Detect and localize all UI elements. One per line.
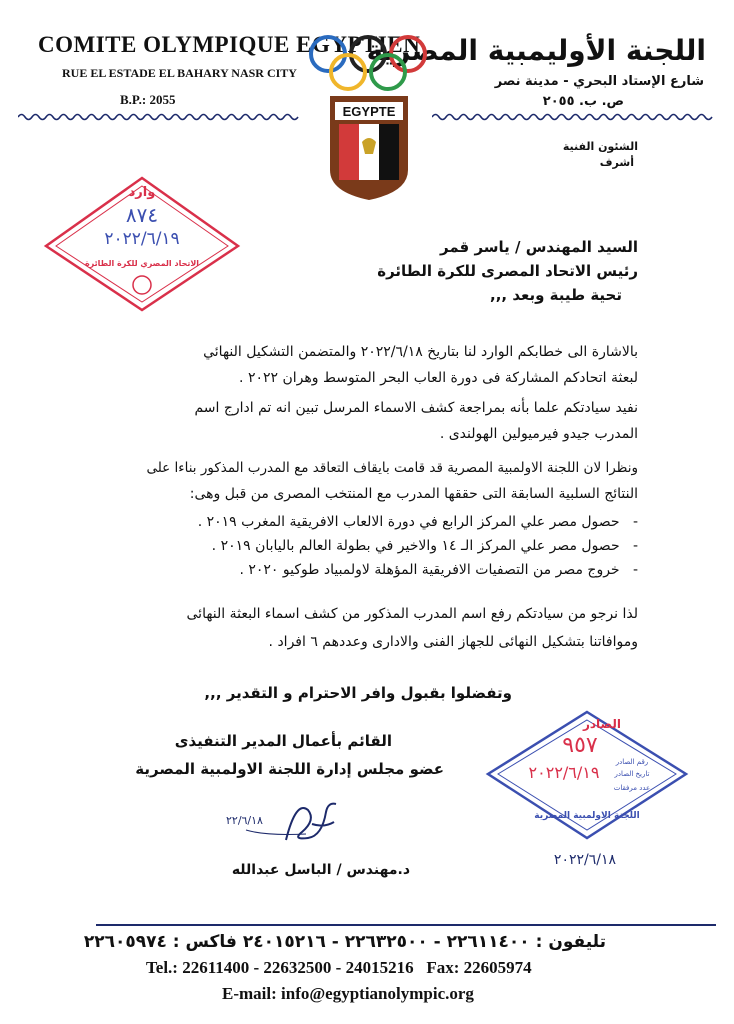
bullet-item: - حصول مصر علي المركز الرابع في دورة الالعاب الافريقية المغرب ٢٠١٩ . [197, 514, 638, 530]
signer-title: القائم بأعمال المدير التنفيذى [174, 732, 392, 750]
body-line: بالاشارة الى خطابكم الوارد لنا بتاريخ ٢٠٢٢/٦/١٨ والمتضمن التشكيل النهائي [203, 344, 638, 360]
ring-green-icon [371, 55, 405, 89]
recipient-title: رئيس الاتحاد المصرى للكرة الطائرة [377, 262, 638, 280]
footer-divider [96, 924, 716, 926]
ring-black-icon [351, 37, 385, 71]
outgoing-stamp-number-label: رقم الصادر [615, 758, 649, 766]
request-line: لذا نرجو من سيادتكم رفع اسم المدرب المذكور من كشف اسماء البعثة النهائى [186, 606, 638, 622]
signer-name: د.مهندس / الباسل عبدالله [231, 862, 410, 878]
incoming-stamp-org: الاتحاد المصري للكرة الطائرة [84, 259, 200, 268]
header-ar-address: شارع الإستاد البحري - مدينة نصر [494, 74, 704, 89]
footer-ar-phones: تليفون : ٢٢٦١١٤٠٠ - ٢٢٦٣٢٥٠٠ - ٢٤٠١٥٢١٦ فاكس : ٢٢٦٠٥٩٧٤ [83, 932, 606, 952]
header-ar-bp: ص. ب. ٢٠٥٥ [542, 94, 624, 109]
outgoing-stamp-number: ٩٥٧ [562, 733, 598, 758]
body-line: لبعثة اتحادكم المشاركة فى دورة العاب البحر المتوسط وهران ٢٠٢٢ . [239, 370, 638, 386]
bullet-item: - خروج مصر من التصفيات الافريقية المؤهلة لاولمبياد طوكيو ٢٠٢٠ . [239, 562, 638, 578]
outgoing-stamp-attachments: عدد مرفقات [613, 784, 651, 792]
footer-email: E-mail: info@egyptianolympic.org [222, 984, 474, 1003]
header-fr-title: COMITE OLYMPIQUE EGYPTIEN [38, 32, 421, 57]
incoming-stamp-number: ٨٧٤ [125, 203, 159, 227]
recipient-name: السيد المهندس / ياسر قمر [440, 238, 638, 256]
ring-yellow-icon [331, 55, 365, 89]
outgoing-stamp-title: الصادر [582, 717, 622, 731]
greeting: تحية طيبة وبعد ,,, [490, 286, 622, 304]
header-wave-left [18, 112, 300, 122]
ring-blue-icon [311, 37, 345, 71]
outgoing-stamp-date-label: تاريخ الصادر [614, 770, 650, 778]
request-line: وموافاتنا بتشكيل النهائى للجهاز الفنى والادارى وعددهم ٦ افراد . [268, 634, 638, 650]
header-ar-title: اللجنة الأوليمبية المصرية [366, 34, 706, 67]
signature [226, 790, 386, 852]
department-initials: أشرف [599, 156, 634, 169]
bullet-item: - حصول مصر علي المركز الـ ١٤ والاخير في بطولة العالم باليابان ٢٠١٩ . [211, 538, 638, 554]
signer-org: عضو مجلس إدارة اللجنة الاولمبية المصرية [135, 760, 444, 778]
olympic-logo [304, 30, 434, 202]
header-wave-right [432, 112, 714, 122]
body-line: ونظرا لان اللجنة الاولمبية المصرية قد قامت بايقاف التعاقد مع المدرب المذكور بناءا على [146, 460, 638, 476]
incoming-stamp [40, 170, 245, 315]
incoming-stamp-title: وارد [128, 185, 156, 200]
incoming-stamp-date: ٢٠٢٢/٦/١٩ [104, 229, 180, 249]
header-fr-address: RUE EL ESTADE EL BAHARY NASR CITY [62, 66, 297, 80]
logo-egypte-label: EGYPTE [342, 104, 396, 119]
body-line: المدرب جيدو فيرميولين الهولندى . [439, 426, 638, 442]
footer-tel: Tel.: 22611400 - 22632500 - 24015216 Fax: 22605974 [146, 958, 532, 977]
seal-icon [133, 276, 151, 294]
body-line: نفيد سيادتكم علما بأنه بمراجعة كشف الاسماء المرسل تبين انه تم ادارج اسم [194, 400, 638, 416]
header-fr-bp: B.P.: 2055 [120, 92, 176, 107]
body-line: النتائج السلبية السابقة التى حققها المدرب مع المنتخب المصرى من قبل وهى: [189, 486, 638, 502]
outgoing-stamp-org: اللجنة الاولمبية المصرية [534, 811, 640, 821]
closing-line: وتفضلوا بقبول وافر الاحترام و التقدير ,,, [204, 684, 512, 702]
department-label: الشئون الفنية [562, 140, 638, 153]
signature-date: ٢٢/٦/١٨ [226, 814, 263, 827]
ring-red-icon [391, 37, 425, 71]
outgoing-stamp [482, 708, 692, 843]
outgoing-stamp-date: ٢٠٢٢/٦/١٩ [528, 763, 600, 782]
handwritten-date: ٢٠٢٢/٦/١٨ [553, 852, 616, 868]
